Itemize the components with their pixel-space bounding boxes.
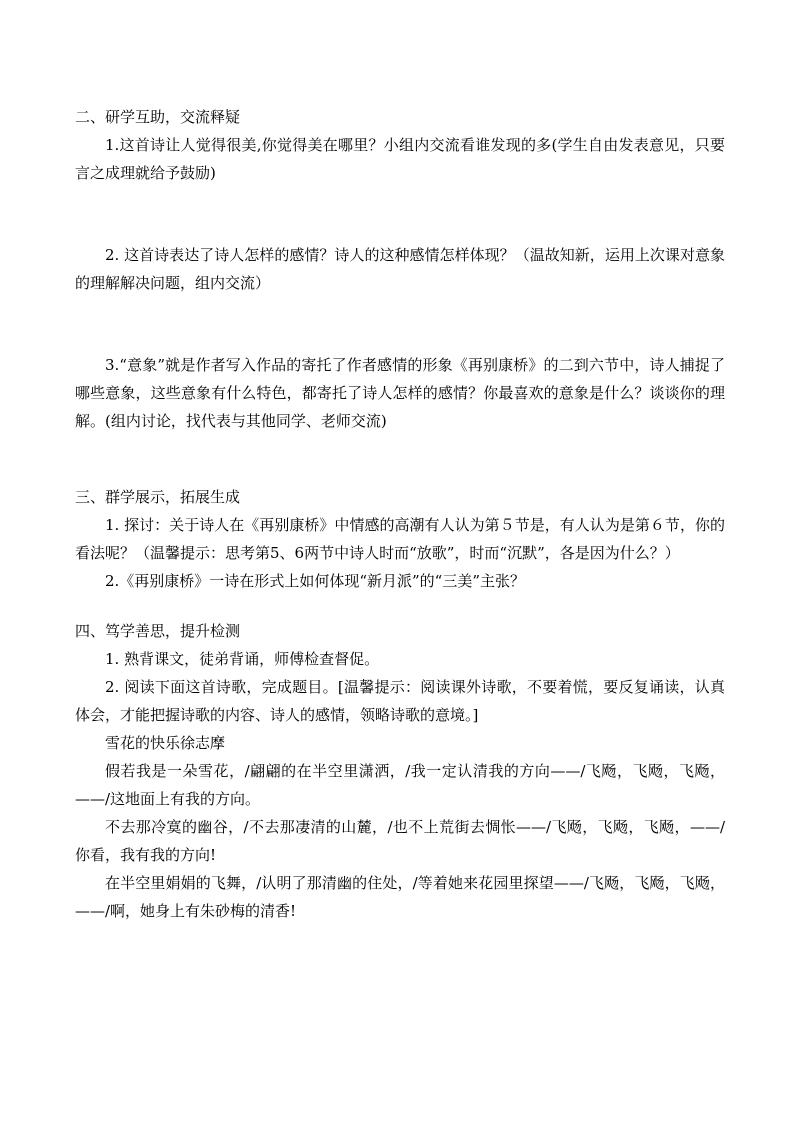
poem-stanza-2: 不去那冷寞的幽谷，/不去那凄清的山麓，/也不上荒街去惆怅——/飞飏，飞飏，飞飏，——/你看，我有我的方向!	[75, 818, 725, 864]
answer-space	[75, 187, 725, 241]
poem-stanza-1: 假若我是一朵雪花，/翩翩的在半空里潇洒，/我一定认清我的方向——/飞飏，飞飏，飞飏，——/这地面上有我的方向。	[75, 762, 725, 808]
section-3-question-1: 1. 探讨：关于诗人在《再别康桥》中情感的高潮有人认为第５节是，有人认为是第６节，你的看法呢？（温馨提示：思考第5、6两节中诗人时而“放歌”，时而“沉默”，各是因为什么？）	[75, 516, 725, 562]
section-4-question-1: 1. 熟背课文，徒弟背诵，师傅检查督促。	[105, 650, 380, 668]
section-4-heading: 四、笃学善思，提升检测	[75, 622, 241, 640]
section-2-heading: 二、研学互助，交流释疑	[75, 108, 241, 126]
section-2-question-3: 3.“意象”就是作者写入作品的寄托了作者感情的形象《再别康桥》的二到六节中，诗人捕捉了哪些意象，这些意象有什么特色，都寄托了诗人怎样的感情？你最喜欢的意象是什么？谈谈你的理解。(组内讨论，找代表与其他同学、老师交流)	[75, 356, 725, 430]
section-3-heading: 三、群学展示，拓展生成	[75, 488, 241, 506]
section-2-question-2: 2. 这首诗表达了诗人怎样的感情？诗人的这种感情怎样体现？（温故知新，运用上次课对意象的理解解决问题，组内交流）	[75, 246, 725, 292]
section-3-question-2: 2.《再别康桥》一诗在形式上如何体现“新月派”的“三美”主张？	[105, 572, 525, 590]
answer-space	[75, 297, 725, 351]
document-body	[75, 103, 725, 925]
poem-title: 雪花的快乐徐志摩	[105, 734, 226, 752]
section-spacer	[75, 595, 725, 617]
answer-space	[75, 435, 725, 483]
poem-stanza-3: 在半空里娟娟的飞舞，/认明了那清幽的住处，/等着她来花园里探望——/飞飏，飞飏，飞飏，——/啊，她身上有朱砂梅的清香!	[75, 874, 725, 920]
section-2-question-1: 1.这首诗让人觉得很美,你觉得美在哪里？小组内交流看谁发现的多(学生自由发表意见，只要言之成理就给予鼓励)	[75, 136, 725, 182]
section-4-question-2: 2. 阅读下面这首诗歌，完成题目。[温馨提示：阅读课外诗歌，不要着慌，要反复诵读，认真体会，才能把握诗歌的内容、诗人的感情，领略诗歌的意境。]	[75, 678, 725, 724]
